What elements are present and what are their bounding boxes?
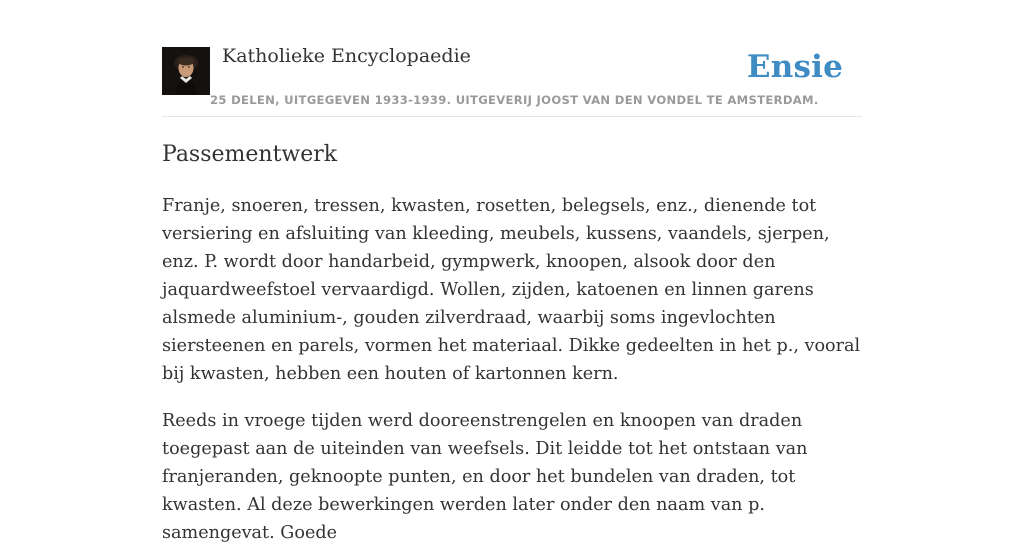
header	[162, 42, 862, 117]
brand-logo[interactable]: Ensie	[746, 49, 843, 85]
portrait-icon	[162, 47, 210, 95]
source-avatar[interactable]	[162, 47, 210, 95]
article-title: Passementwerk	[162, 142, 338, 167]
article-paragraph: Reeds in vroege tijden werd dooreenstrengelen en knoopen van draden toegepast aan de uiteinden van weefsels. Dit leidde tot het ontstaan van franjeranden, geknoopte punten, en door het bundelen van draden, tot kwasten. Al deze bewerkingen werden later onder den naam van p. samengevat. Goede	[162, 411, 808, 543]
article	[162, 138, 864, 547]
source-subtitle: 25 DELEN, UITGEGEVEN 1933-1939. UITGEVERIJ JOOST VAN DEN VONDEL TE AMSTERDAM.	[210, 93, 819, 107]
article-paragraph: Franje, snoeren, tressen, kwasten, rosetten, belegsels, enz., dienende tot versiering en afsluiting van kleeding, meubels, kussens, vaandels, sjerpen, enz. P. wordt door handarbeid, gympwerk, knoopen, alsook door den jaquardweefstoel vervaardigd. Wollen, zijden, katoenen en linnen garens alsmede aluminium-, gouden zilverdraad, waarbij soms ingevlochten siersteenen en parels, vormen het materiaal. Dikke gedeelten in het p., vooral bij kwasten, hebben een houten of kartonnen kern.	[162, 196, 861, 384]
source-title[interactable]: Katholieke Encyclopaedie	[222, 45, 471, 67]
